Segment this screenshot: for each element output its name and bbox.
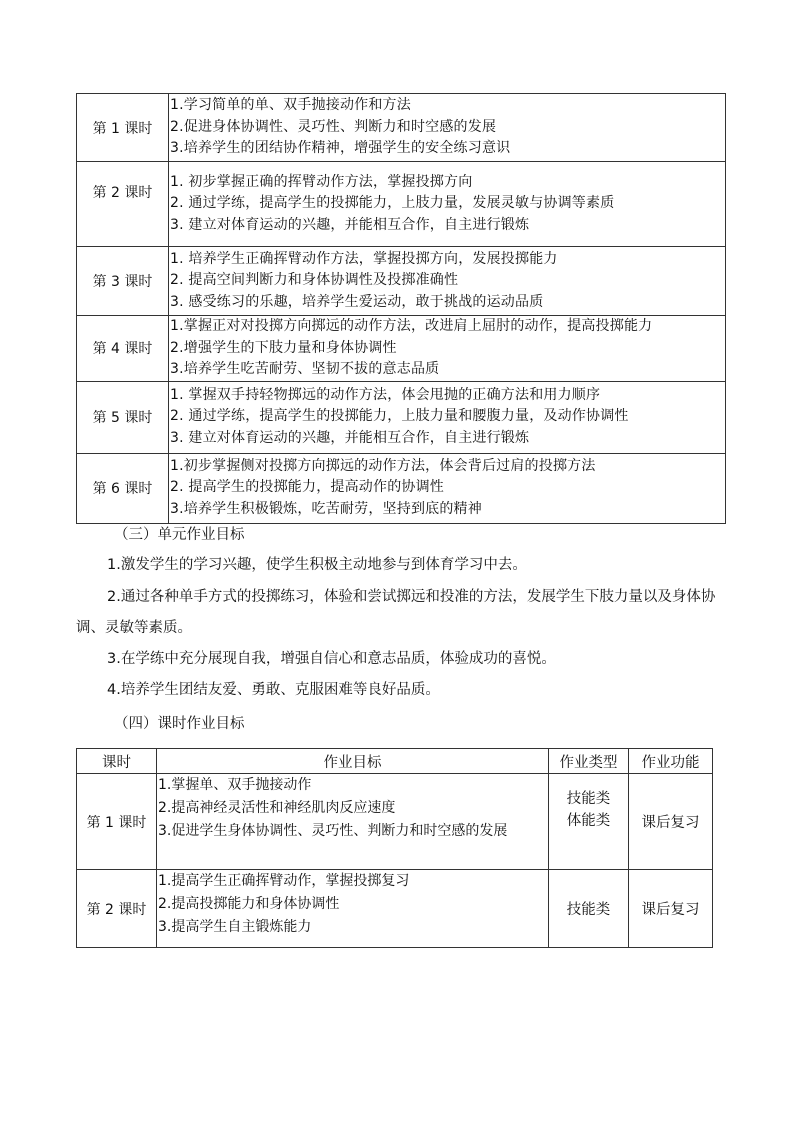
goal-line: 1.初步掌握侧对投掷方向掷远的动作方法，体会背后过肩的投掷方法 <box>170 457 596 474</box>
goal-line: 1. 培养学生正确挥臂动作方法，掌握投掷方向，发展投掷能力 <box>170 250 558 267</box>
lesson-label: 第 3 课时 <box>77 247 169 316</box>
lesson-objectives-table <box>76 93 726 524</box>
section-heading-lesson-homework: （四）课时作业目标 <box>114 716 245 732</box>
lesson-goals <box>169 247 726 316</box>
homework-function: 课后复习 <box>629 870 713 948</box>
table-row <box>77 774 713 870</box>
lesson-label: 第 5 课时 <box>77 381 169 453</box>
goal-line: 3.培养学生的团结协作精神，增强学生的安全练习意识 <box>170 140 511 157</box>
lesson-goals <box>169 381 726 453</box>
goal-line: 1.掌握单、双手抛接动作 <box>158 777 312 793</box>
goal-line: 1.学习简单的单、双手抛接动作和方法 <box>170 97 411 114</box>
goal-line: 2. 通过学练，提高学生的投掷能力，上肢力量，发展灵敏与协调等素质 <box>170 195 615 212</box>
goal-line: 2.提高神经灵活性和神经肌肉反应速度 <box>158 800 396 816</box>
goal-line: 2.促进身体协调性、灵巧性、判断力和时空感的发展 <box>170 118 497 135</box>
type-line: 体能类 <box>566 813 611 829</box>
lesson-goals <box>169 316 726 382</box>
goal-line: 3.促进学生身体协调性、灵巧性、判断力和时空感的发展 <box>158 823 508 839</box>
goal-line: 2. 提高学生的投掷能力，提高动作的协调性 <box>170 479 445 496</box>
goal-line: 1.提高学生正确挥臂动作，掌握投掷复习 <box>158 873 410 889</box>
table-row <box>77 381 726 453</box>
lesson-goals <box>169 162 726 247</box>
goal-line: 3.培养学生吃苦耐劳、坚韧不拔的意志品质 <box>170 361 440 377</box>
col-header-lesson: 课时 <box>77 749 157 774</box>
unit-goal-item: 1.激发学生的学习兴趣，使学生积极主动地参与到体育学习中去。 <box>107 557 527 573</box>
lesson-label: 第 4 课时 <box>77 316 169 382</box>
homework-function: 课后复习 <box>629 774 713 870</box>
lesson-label: 第 6 课时 <box>77 453 169 523</box>
homework-goals <box>157 870 549 948</box>
table-row <box>77 94 726 162</box>
section-heading-unit-goals: （三）单元作业目标 <box>114 527 245 543</box>
homework-type <box>549 870 629 948</box>
goal-line: 3. 感受练习的乐趣，培养学生爱运动，敢于挑战的运动品质 <box>170 293 544 310</box>
col-header-type: 作业类型 <box>549 749 629 774</box>
goal-line: 1. 初步掌握正确的挥臂动作方法，掌握投掷方向 <box>170 173 473 190</box>
unit-goal-item: 3.在学练中充分展现自我，增强自信心和意志品质，体验成功的喜悦。 <box>107 651 556 667</box>
goal-line: 3.提高学生自主锻炼能力 <box>158 919 312 935</box>
goal-line: 2.提高投掷能力和身体协调性 <box>158 896 340 912</box>
goal-line: 1.掌握正对对投掷方向掷远的动作方法，改进肩上屈肘的动作，提高投掷能力 <box>170 318 653 334</box>
table-row <box>77 870 713 948</box>
goal-line: 3.培养学生积极锻炼，吃苦耐劳，坚持到底的精神 <box>170 500 482 517</box>
table-row <box>77 247 726 316</box>
goal-line: 2.增强学生的下肢力量和身体协调性 <box>170 339 397 356</box>
col-header-goal: 作业目标 <box>157 749 549 774</box>
unit-goal-item: 4.培养学生团结友爱、勇敢、克服困难等良好品质。 <box>107 682 440 698</box>
col-header-function: 作业功能 <box>629 749 713 774</box>
goal-line: 2. 提高空间判断力和身体协调性及投掷准确性 <box>170 272 459 289</box>
table-row <box>77 162 726 247</box>
type-line: 技能类 <box>566 902 611 918</box>
unit-goal-item: 2.通过各种单手方式的投掷练习，体验和尝试掷远和投准的方法，发展学生下肢力量以及身体协调、灵敏等素质。 <box>76 589 716 636</box>
homework-goals <box>157 774 549 870</box>
table-header-row <box>77 749 713 774</box>
table-row <box>77 316 726 382</box>
type-line: 技能类 <box>566 791 611 807</box>
lesson-goals <box>169 453 726 523</box>
lesson-label: 第 1 课时 <box>77 94 169 162</box>
table-row <box>77 453 726 523</box>
lesson-label: 第 2 课时 <box>77 870 157 948</box>
goal-line: 3. 建立对体育运动的兴趣，并能相互合作，自主进行锻炼 <box>170 429 530 446</box>
lesson-goals <box>169 94 726 162</box>
goal-line: 2. 通过学练，提高学生的投掷能力，上肢力量和腰腹力量，及动作协调性 <box>170 408 629 425</box>
lesson-label: 第 2 课时 <box>77 162 169 247</box>
goal-line: 3. 建立对体育运动的兴趣，并能相互合作，自主进行锻炼 <box>170 216 530 233</box>
lesson-label: 第 1 课时 <box>77 774 157 870</box>
homework-goals-table <box>76 748 713 948</box>
goal-line: 1. 掌握双手持轻物掷远的动作方法，体会甩抛的正确方法和用力顺序 <box>170 386 601 403</box>
homework-type <box>549 774 629 870</box>
